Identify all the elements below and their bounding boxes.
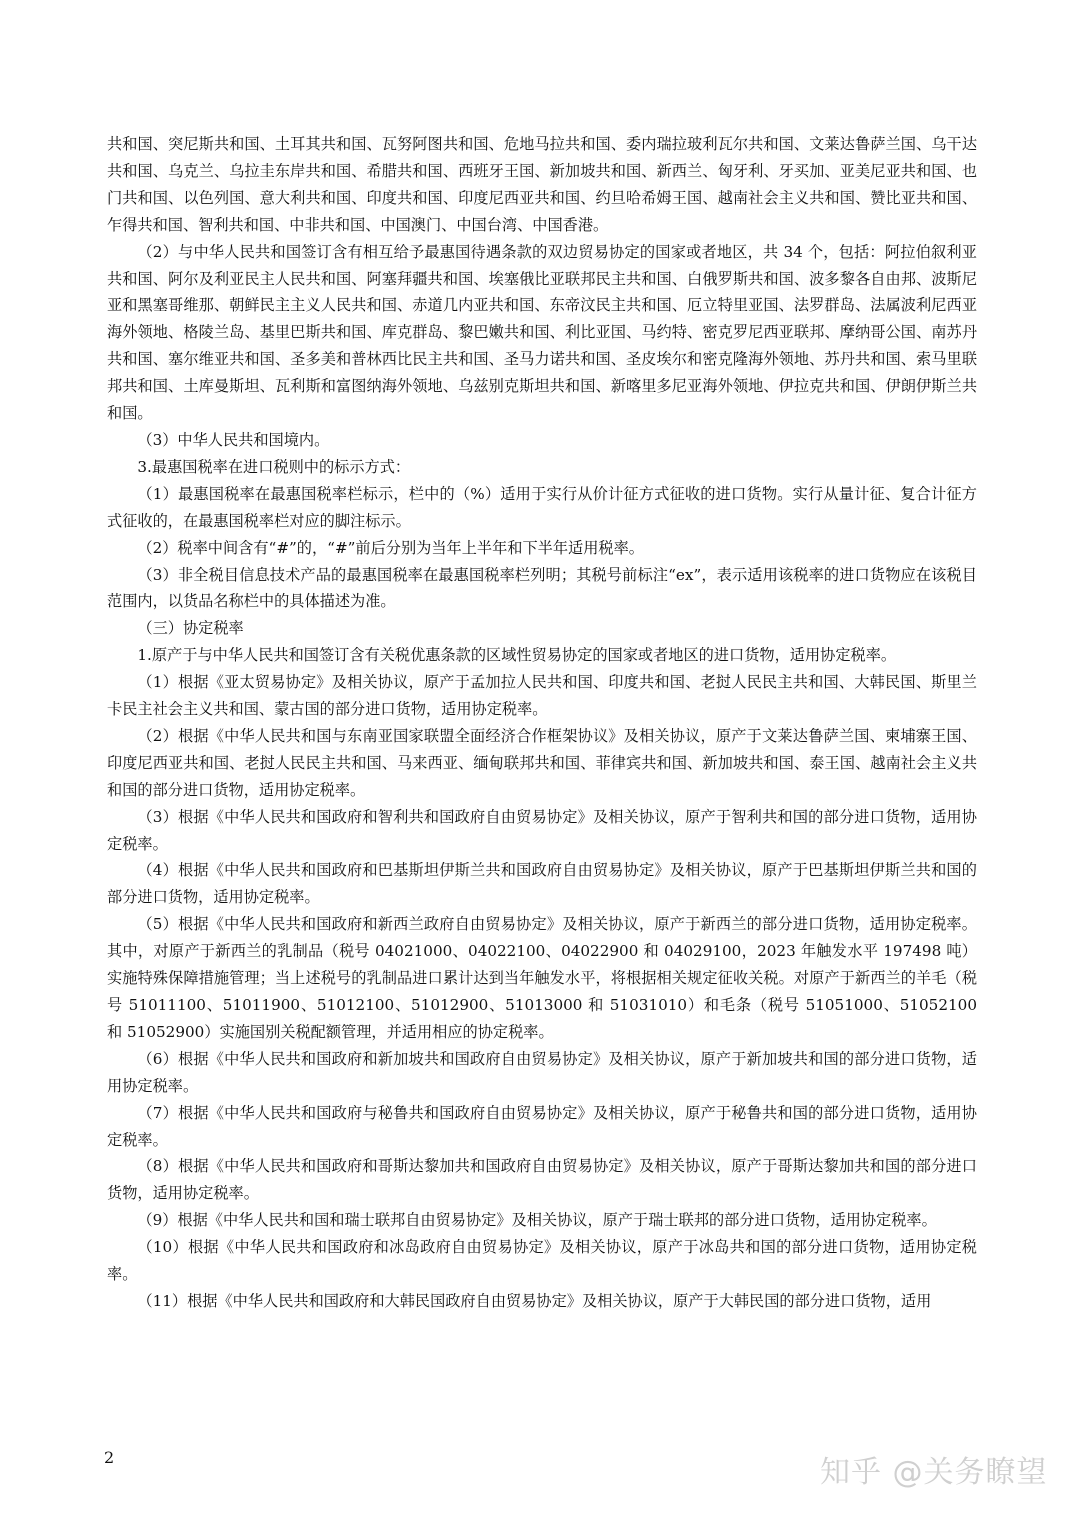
paragraph: （5）根据《中华人民共和国政府和新西兰政府自由贸易协定》及相关协议，原产于新西兰的部分进口货物，适用协定税率。其中，对原产于新西兰的乳制品（税号 04021000、04022100、04022900 和 04029100，2023 年触发水平 197498 吨）实施特殊保障措施管理；当上述税号的乳制品进口累计达到当年触发水平，将根据相关规定征收关税。对原产于新西兰的羊毛（税号 51011100、51011900、51012100、51012900、51013000 和 51031010）和毛条（税号 51051000、51052100 和 51052900）实施国别关税配额管理，并适用相应的协定税率。 (107, 915, 977, 1041)
paragraph: （3）根据《中华人民共和国政府和智利共和国政府自由贸易协定》及相关协议，原产于智利共和国的部分进口货物，适用协定税率。 (107, 807, 977, 853)
section-heading: （三）协定税率 (137, 619, 244, 638)
paragraph: （8）根据《中华人民共和国政府和哥斯达黎加共和国政府自由贸易协定》及相关协议，原产于哥斯达黎加共和国的部分进口货物，适用协定税率。 (107, 1157, 977, 1203)
paragraph: （4）根据《中华人民共和国政府和巴基斯坦伊斯兰共和国政府自由贸易协定》及相关协议，原产于巴基斯坦伊斯兰共和国的部分进口货物，适用协定税率。 (107, 861, 977, 907)
document-body (107, 131, 977, 1315)
paragraph: （9）根据《中华人民共和国和瑞士联邦自由贸易协定》及相关协议，原产于瑞士联邦的部分进口货物，适用协定税率。 (137, 1211, 937, 1230)
watermark: 知乎 @关务瞭望 (820, 1455, 1048, 1490)
paragraph: （2）税率中间含有“#”的，“#”前后分别为当年上半年和下半年适用税率。 (137, 538, 644, 557)
page-number: 2 (104, 1448, 115, 1467)
paragraph: （11）根据《中华人民共和国政府和大韩民国政府自由贸易协定》及相关协议，原产于大韩民国的部分进口货物，适用 (137, 1291, 932, 1310)
paragraph: （1）根据《亚太贸易协定》及相关协议，原产于孟加拉人民共和国、印度共和国、老挝人民民主共和国、大韩民国、斯里兰卡民主社会主义共和国、蒙古国的部分进口货物，适用协定税率。 (107, 673, 977, 719)
paragraph: 3.最惠国税率在进口税则中的标示方式： (137, 457, 411, 476)
paragraph: （2）根据《中华人民共和国与东南亚国家联盟全面经济合作框架协议》及相关协议，原产于文莱达鲁萨兰国、柬埔寨王国、印度尼西亚共和国、老挝人民民主共和国、马来西亚、缅甸联邦共和国、菲律宾共和国、新加坡共和国、泰王国、越南社会主义共和国的部分进口货物，适用协定税率。 (107, 726, 977, 799)
paragraph: （1）最惠国税率在最惠国税率栏标示，栏中的（%）适用于实行从价计征方式征收的进口货物。实行从量计征、复合计征方式征收的，在最惠国税率栏对应的脚注标示。 (107, 484, 977, 530)
paragraph: （10）根据《中华人民共和国政府和冰岛政府自由贸易协定》及相关协议，原产于冰岛共和国的部分进口货物，适用协定税率。 (107, 1238, 977, 1284)
paragraph: （3）中华人民共和国境内。 (137, 430, 330, 449)
paragraph: （2）与中华人民共和国签订含有相互给予最惠国待遇条款的双边贸易协定的国家或者地区，共 34 个，包括：阿拉伯叙利亚共和国、阿尔及利亚民主人民共和国、阿塞拜疆共和国、埃塞俄比亚联邦民主共和国、白俄罗斯共和国、波多黎各自由邦、波斯尼亚和黑塞哥维那、朝鲜民主主义人民共和国、赤道几内亚共和国、东帝汶民主共和国、厄立特里亚国、法罗群岛、法属波利尼西亚海外领地、格陵兰岛、基里巴斯共和国、库克群岛、黎巴嫩共和国、利比亚国、马约特、密克罗尼西亚联邦、摩纳哥公国、南苏丹共和国、塞尔维亚共和国、圣多美和普林西比民主共和国、圣马力诺共和国、圣皮埃尔和密克隆海外领地、苏丹共和国、索马里联邦共和国、土库曼斯坦、瓦利斯和富图纳海外领地、乌兹别克斯坦共和国、新喀里多尼亚海外领地、伊拉克共和国、伊朗伊斯兰共和国。 (107, 242, 977, 423)
paragraph: 1.原产于与中华人民共和国签订含有关税优惠条款的区域性贸易协定的国家或者地区的进口货物，适用协定税率。 (137, 646, 897, 665)
paragraph: （6）根据《中华人民共和国政府和新加坡共和国政府自由贸易协定》及相关协议，原产于新加坡共和国的部分进口货物，适用协定税率。 (107, 1049, 977, 1095)
paragraph: 共和国、突尼斯共和国、土耳其共和国、瓦努阿图共和国、危地马拉共和国、委内瑞拉玻利瓦尔共和国、文莱达鲁萨兰国、乌干达共和国、乌克兰、乌拉圭东岸共和国、希腊共和国、西班牙王国、新加坡共和国、新西兰、匈牙利、牙买加、亚美尼亚共和国、也门共和国、以色列国、意大利共和国、印度共和国、印度尼西亚共和国、约旦哈希姆王国、越南社会主义共和国、赞比亚共和国、乍得共和国、智利共和国、中非共和国、中国澳门、中国台湾、中国香港。 (107, 135, 977, 234)
paragraph: （3）非全税目信息技术产品的最惠国税率在最惠国税率栏列明；其税号前标注“ex”，表示适用该税率的进口货物应在该税目范围内，以货品名称栏中的具体描述为准。 (107, 565, 977, 611)
paragraph: （7）根据《中华人民共和国政府与秘鲁共和国政府自由贸易协定》及相关协议，原产于秘鲁共和国的部分进口货物，适用协定税率。 (107, 1103, 977, 1149)
